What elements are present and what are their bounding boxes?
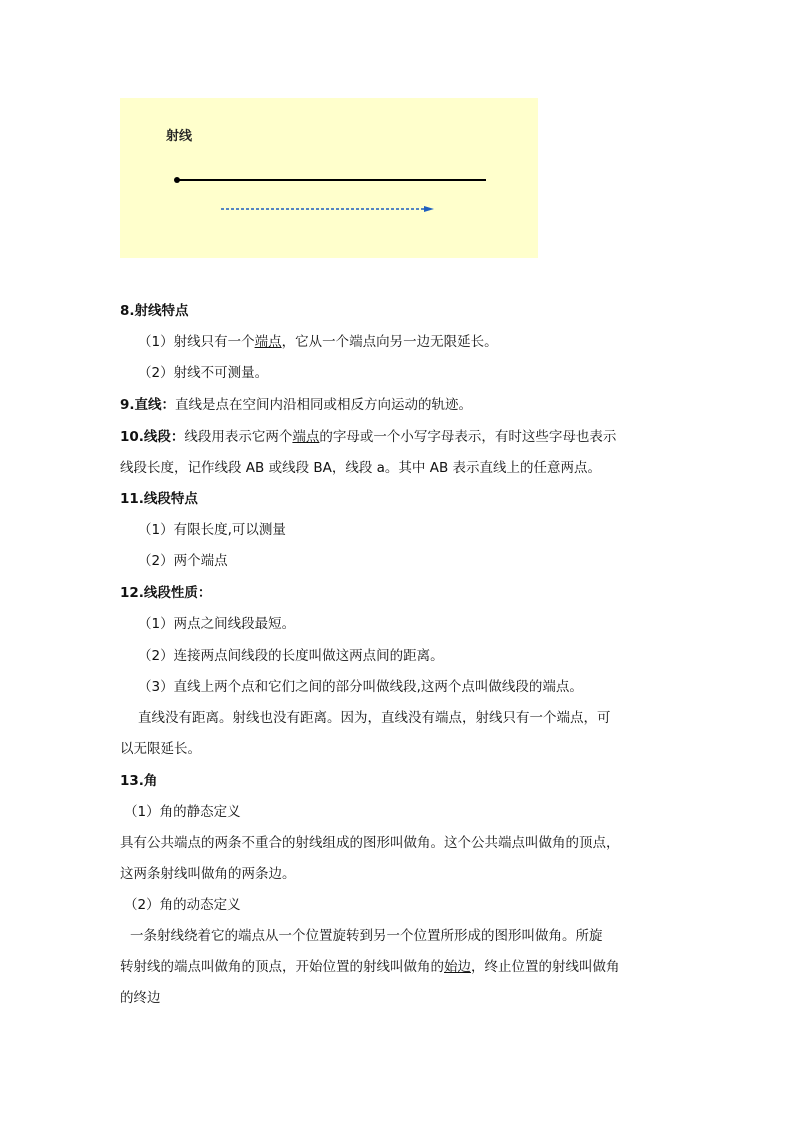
section-9: 9.直线：直线是点在空间内沿相同或相反方向运动的轨迹。 xyxy=(120,397,473,413)
section-12-item-1: （1）两点之间线段最短。 xyxy=(138,616,296,632)
figure-title: 射线 xyxy=(166,129,193,144)
direction-arrowhead xyxy=(424,206,434,212)
section-13-static-line-2: 这两条射线叫做角的两条边。 xyxy=(120,866,296,882)
section-13-dynamic-line-3: 的终边 xyxy=(120,990,161,1006)
ray-figure xyxy=(120,98,538,258)
ray-diagram xyxy=(120,98,538,258)
section-11-item-2: （2）两个端点 xyxy=(138,553,228,569)
section-13-subheading-static: （1）角的静态定义 xyxy=(124,804,241,820)
section-12-heading: 12.线段性质： xyxy=(120,585,212,601)
section-11-item-1: （1）有限长度,可以测量 xyxy=(138,522,286,538)
section-11-heading: 11.线段特点 xyxy=(120,491,198,507)
section-12-note-line-1: 直线没有距离。射线也没有距离。因为，直线没有端点，射线只有一个端点，可 xyxy=(138,710,611,726)
section-12-note-line-2: 以无限延长。 xyxy=(120,741,201,757)
section-13-dynamic-line-1: 一条射线绕着它的端点从一个位置旋转到另一个位置所形成的图形叫做角。所旋 xyxy=(130,928,603,944)
section-8-item-1: （1）射线只有一个端点，它从一个端点向另一边无限延长。 xyxy=(138,334,498,350)
section-13-dynamic-line-2: 转射线的端点叫做角的顶点，开始位置的射线叫做角的始边，终止位置的射线叫做角 xyxy=(120,959,620,975)
section-8-heading: 8.射线特点 xyxy=(120,303,189,319)
section-10: 10.线段：线段用表示它两个端点的字母或一个小写字母表示，有时这些字母也表示 xyxy=(120,429,617,445)
endpoint-link[interactable]: 端点 xyxy=(254,334,282,350)
section-12-item-2: （2）连接两点间线段的长度叫做这两点间的距离。 xyxy=(138,648,444,664)
section-10-line-2: 线段长度，记作线段 AB 或线段 BA，线段 a。其中 AB 表示直线上的任意两点。 xyxy=(120,460,602,476)
initial-side-link[interactable]: 始边 xyxy=(444,959,471,975)
section-13-static-line-1: 具有公共端点的两条不重合的射线组成的图形叫做角。这个公共端点叫做角的顶点， xyxy=(120,835,620,851)
section-8-item-2: （2）射线不可测量。 xyxy=(138,365,269,381)
section-12-item-3: （3）直线上两个点和它们之间的部分叫做线段,这两个点叫做线段的端点。 xyxy=(138,679,583,695)
section-13-heading: 13.角 xyxy=(120,773,158,789)
section-13-subheading-dynamic: （2）角的动态定义 xyxy=(124,897,241,913)
endpoint-link[interactable]: 端点 xyxy=(292,429,320,445)
